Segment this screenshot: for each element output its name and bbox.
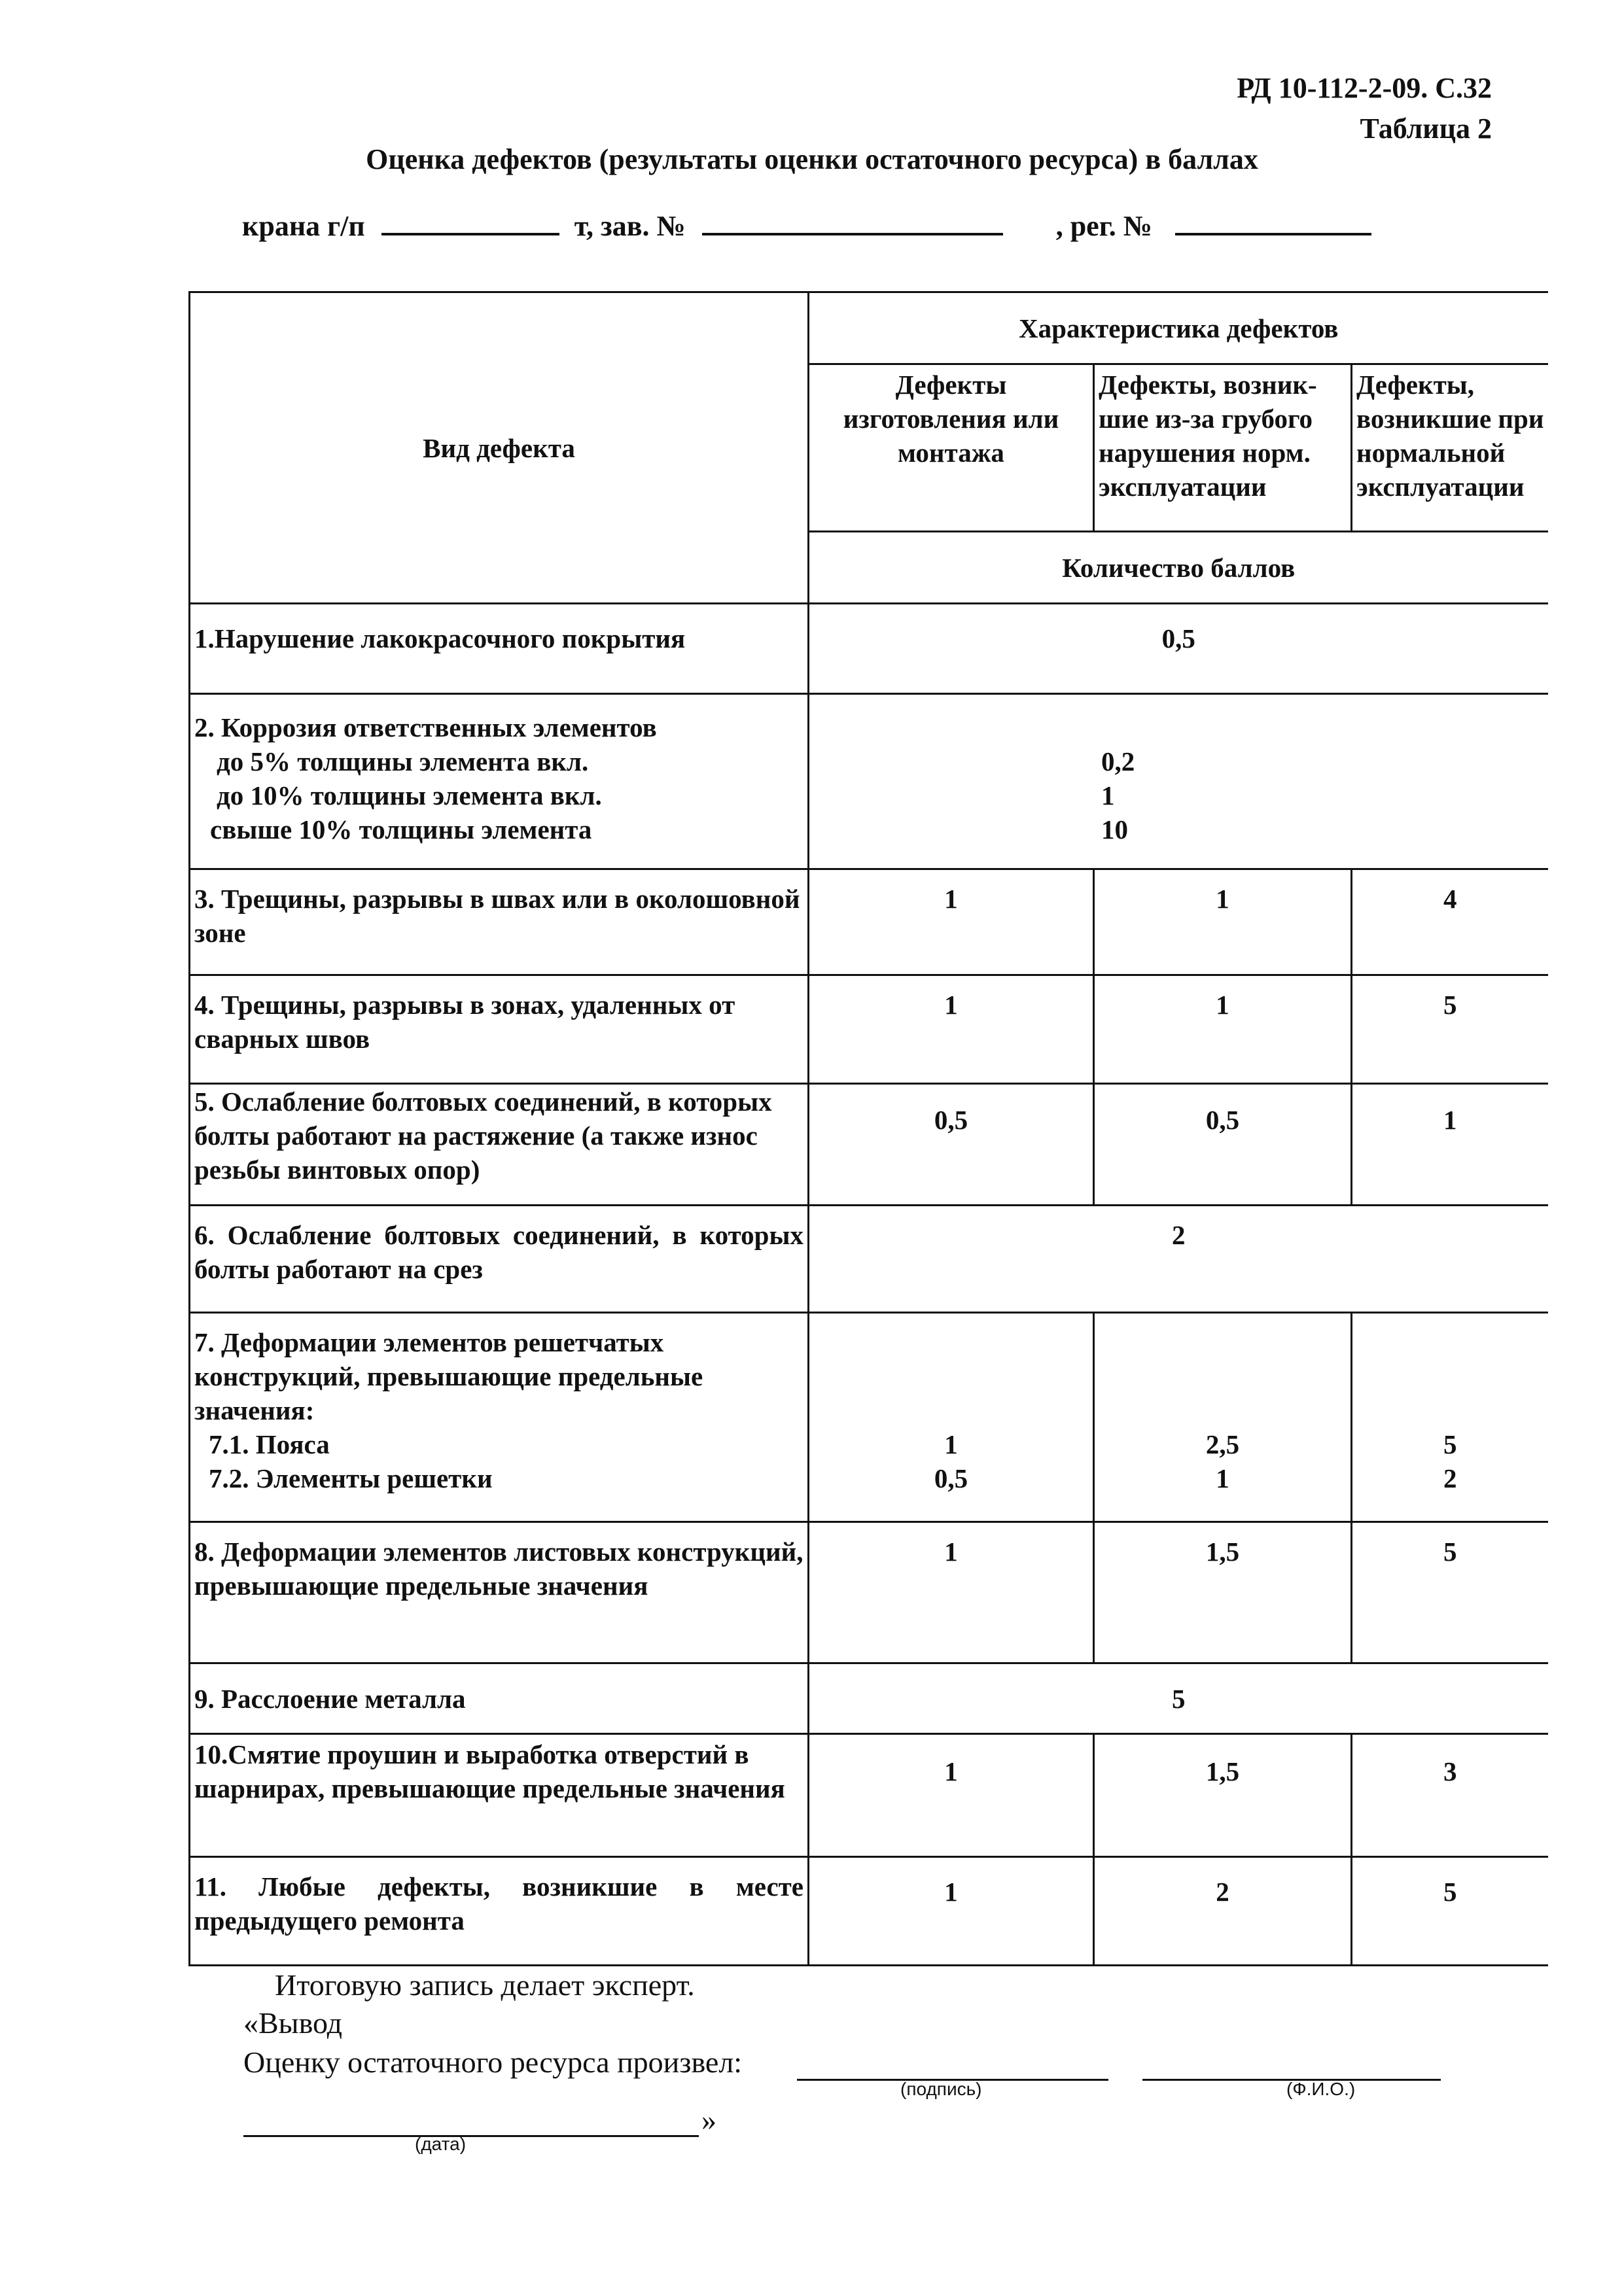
defect-name: 4. Трещины, разрывы в зонах, удаленных от сварных швов	[190, 975, 809, 1084]
score-value: 2	[809, 1206, 1548, 1313]
score-value: 5	[1443, 1429, 1457, 1459]
table-row	[190, 975, 1548, 1084]
defect-name: 6. Ослабление болтовых соединений, в которых болты работают на срез	[190, 1206, 809, 1313]
assessed-by-label: Оценку остаточного ресурса произвел:	[243, 2045, 743, 2079]
score-value: 1	[809, 975, 1094, 1084]
score-value: 1	[809, 1522, 1094, 1663]
score-values	[1352, 1313, 1548, 1522]
factory-number-label: т, зав. №	[574, 210, 686, 242]
expert-note: Итоговую запись делает эксперт.	[275, 1968, 695, 2002]
score-value: 1	[944, 1429, 958, 1459]
score-value: 0,5	[1094, 1084, 1352, 1206]
table-row	[190, 604, 1548, 694]
date-caption: (дата)	[415, 2134, 467, 2154]
document-header	[1237, 68, 1492, 149]
defects-table	[188, 291, 1548, 1966]
defect-name: 10.Смятие проушин и выработка отверстий в шарнирах, превышающие предельные значения	[190, 1734, 809, 1857]
conclusion-label: «Вывод	[243, 2006, 343, 2040]
score-value: 1	[1352, 1084, 1548, 1206]
page-title: Оценка дефектов (результаты оценки остаточного ресурса) в баллах	[366, 143, 1258, 175]
characteristics-header: Характеристика дефектов	[809, 292, 1548, 364]
score-value: 0,5	[809, 1084, 1094, 1206]
score-value: 4	[1352, 869, 1548, 975]
defect-name: 9. Расслоение металла	[190, 1663, 809, 1734]
defect-name: 3. Трещины, разрывы в швах или в околошовной зоне	[190, 869, 809, 975]
table-row	[190, 1522, 1548, 1663]
defect-name: 8. Деформации элементов листовых конструкций, превышающие предельные значения	[190, 1522, 809, 1663]
score-values	[1094, 1313, 1352, 1522]
defect-subitem: свыше 10% толщины элемента	[210, 814, 592, 844]
table-row	[190, 1734, 1548, 1857]
score-value: 5	[1352, 1522, 1548, 1663]
score-value: 1	[809, 869, 1094, 975]
crane-capacity-label: крана г/п	[242, 210, 365, 242]
defect-title: 7. Деформации элементов решетчатых конструкций, превышающие предельные значения:	[194, 1327, 703, 1425]
score-value: 5	[1352, 1857, 1548, 1966]
score-value: 1	[809, 1734, 1094, 1857]
score-value: 1	[1101, 780, 1115, 810]
score-value: 1,5	[1094, 1734, 1352, 1857]
score-values	[809, 1313, 1094, 1522]
table-row	[190, 1857, 1548, 1966]
date-line	[243, 2135, 699, 2137]
factory-number-blank	[702, 226, 1003, 235]
defect-name: 5. Ослабление болтовых соединений, в которых болты работают на растяжение (а также износ резьбы винтовых опор)	[190, 1084, 809, 1206]
table-row	[190, 694, 1548, 869]
score-value: 5	[809, 1663, 1548, 1734]
normal-operation-defects-header: Дефекты, возникшие при нормальной эксплуатации	[1352, 364, 1548, 532]
score-value: 1	[809, 1857, 1094, 1966]
closing-quote: »	[701, 2103, 716, 2136]
table-number: Таблица 2	[1360, 113, 1492, 145]
score-value: 2	[1094, 1857, 1352, 1966]
score-value: 10	[1101, 814, 1128, 844]
reg-number-label: , рег. №	[1055, 210, 1152, 242]
fio-caption: (Ф.И.О.)	[1286, 2079, 1356, 2099]
defect-title: 2. Коррозия ответственных элементов	[194, 712, 657, 742]
manufacturing-defects-header: Дефекты изготовления или монтажа	[809, 364, 1094, 532]
defect-name: 11. Любые дефекты, возникшие в месте предыдущего ремонта	[190, 1857, 809, 1966]
score-value: 1	[1094, 869, 1352, 975]
table-row	[190, 1313, 1548, 1522]
score-count-header: Количество баллов	[809, 532, 1548, 604]
score-value: 0,2	[1101, 746, 1135, 776]
score-values	[809, 694, 1548, 869]
score-value: 1,5	[1094, 1522, 1352, 1663]
doc-reference: РД 10-112-2-09. С.32	[1237, 72, 1492, 104]
defect-subitem: 7.2. Элементы решетки	[209, 1463, 493, 1493]
defect-name	[190, 694, 809, 869]
reg-number-blank	[1175, 226, 1371, 235]
signature-caption: (подпись)	[900, 2079, 982, 2099]
score-value: 5	[1352, 975, 1548, 1084]
score-value: 1	[1216, 1463, 1229, 1493]
defect-subitem: 7.1. Пояса	[209, 1429, 330, 1459]
capacity-blank	[381, 226, 559, 235]
crane-info-line	[242, 209, 1371, 243]
defect-type-header: Вид дефекта	[190, 292, 809, 604]
score-value: 2	[1443, 1463, 1457, 1493]
table-row	[190, 1663, 1548, 1734]
score-value: 2,5	[1205, 1429, 1240, 1459]
table-row	[190, 1206, 1548, 1313]
score-value: 3	[1352, 1734, 1548, 1857]
defect-subitem: до 5% толщины элемента вкл.	[217, 746, 589, 776]
score-value: 1	[1094, 975, 1352, 1084]
score-value: 0,5	[934, 1463, 968, 1493]
gross-violation-defects-header: Дефекты, возник- шие из-за грубого нарушения норм. эксплуатации	[1094, 364, 1352, 532]
score-value: 0,5	[809, 604, 1548, 694]
defect-name: 1.Нарушение лакокрасочного покрытия	[190, 604, 809, 694]
table-row	[190, 869, 1548, 975]
table-row	[190, 1084, 1548, 1206]
defect-name	[190, 1313, 809, 1522]
defect-subitem: до 10% толщины элемента вкл.	[217, 780, 602, 810]
